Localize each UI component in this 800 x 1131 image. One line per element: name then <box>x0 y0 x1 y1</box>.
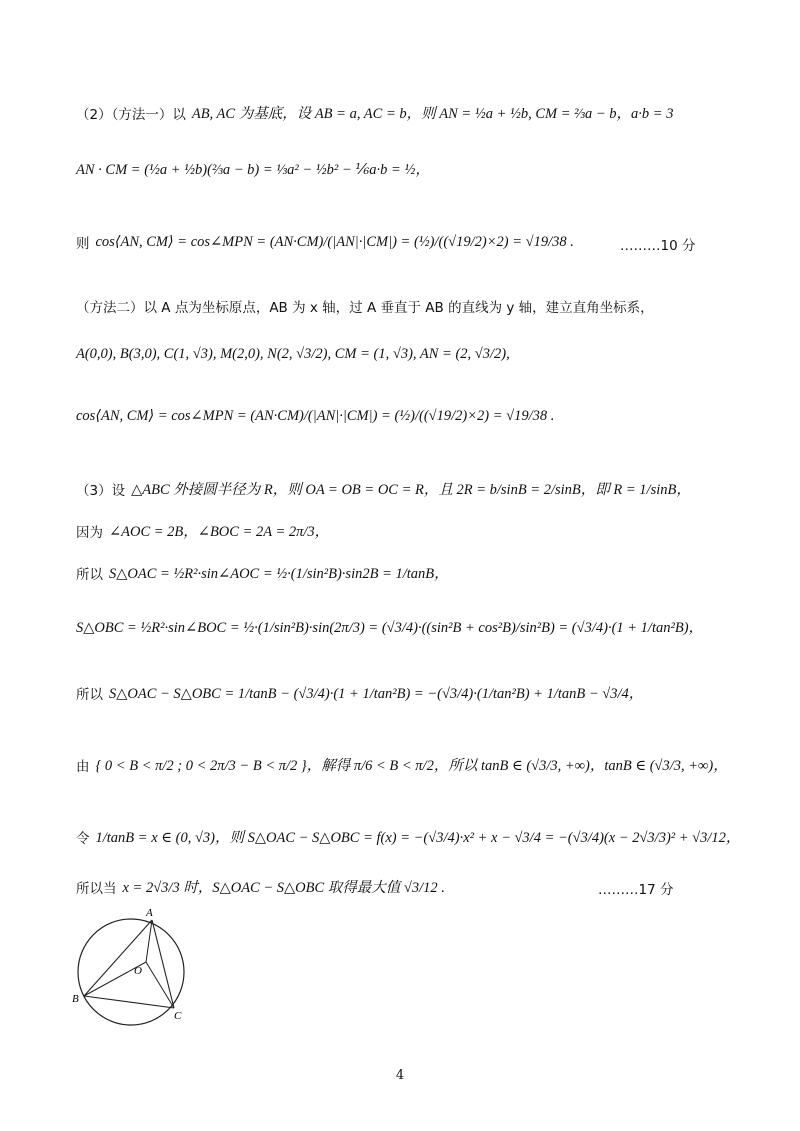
line-math: ∠AOC = 2B，∠BOC = 2A = 2π/3， <box>109 524 330 540</box>
score-mark-10: ………10 分 <box>620 238 696 254</box>
line-cn-text: 令 <box>76 830 90 847</box>
line-cosine-method2 <box>76 408 554 425</box>
line-math: S△OAC = ½R²·sin∠AOC = ½·(1/sin²B)·sin2B = 1/tanB， <box>109 566 449 582</box>
line-cn-text: 所以 <box>76 566 103 583</box>
line-maximum <box>76 876 445 897</box>
page-number: 4 <box>395 1068 405 1083</box>
line-cn-text: （方法二）以 A 点为坐标原点，AB 为 x 轴，过 A 垂直于 AB 的直线为 y 轴，建立直角坐标系， <box>76 300 654 316</box>
line-math: cos⟨AN, CM⟩ = cos∠MPN = (AN·CM)/(|AN|·|CM|) = (½)/((√19/2)×2) = √19/38 . <box>76 408 555 424</box>
line-area-oac <box>76 562 449 583</box>
line-math: AN · CM = (½a + ½b)(⅔a − b) = ⅓a² − ½b² − ⅙a·b = ½， <box>76 162 430 178</box>
line-area-difference <box>76 682 643 703</box>
line-dot-product <box>76 158 430 179</box>
line-math: S△OBC = ½R²·sin∠BOC = ½·(1/sin²B)·sin(2π/3) = (√3/4)·((sin²B + cos²B)/sin²B) = (√3/4)·(1 + 1/tan²B)， <box>76 620 704 636</box>
label-a: A <box>146 907 153 919</box>
side-ab <box>84 920 152 996</box>
line-math: △ABC 外接圆半径为 R，则 OA = OB = OC = R，且 2R = b/sinB = 2/sinB，即 R = 1/sinB， <box>131 482 691 498</box>
line-math: { 0 < B < π/2 ; 0 < 2π/3 − B < π/2 }，解得 π/6 < B < π/2，所以 tanB ∈ (√3/3, +∞)，tanB ∈ (√3/3, +∞)， <box>95 758 728 774</box>
line-central-angles <box>76 520 329 541</box>
line-math: 1/tanB = x ∈ (0, √3)，则 S△OAC − S△OBC = f(x) = −(√3/4)·x² + x − √3/4 = −(√3/4)(x − 2√3/3)² + √3/12， <box>95 830 741 846</box>
line-math: AB, AC 为基底，设 AB = a, AC = b，则 AN = ½a + ½b, CM = ⅔a − b，a·b = 3 <box>191 106 674 122</box>
line-coordinates <box>76 346 510 363</box>
line-math: x = 2√3/3 时，S△OAC − S△OBC 取得最大值 √3/12 . <box>122 880 445 896</box>
score-mark-17: ………17 分 <box>598 882 674 898</box>
line-area-obc <box>76 616 703 637</box>
label-b: B <box>72 993 79 1005</box>
circumcircle <box>78 919 184 1025</box>
line-cosine-method1 <box>76 232 574 252</box>
circumcircle-figure <box>66 905 196 1035</box>
line-cn-text: （3）设 <box>76 482 126 499</box>
line-circumradius <box>76 478 691 499</box>
radius-oc <box>146 962 174 1008</box>
line-math: cos⟨AN, CM⟩ = cos∠MPN = (AN·CM)/(|AN|·|CM|) = (½)/((√19/2)×2) = √19/38 . <box>95 233 574 250</box>
line-math: S△OAC − S△OBC = 1/tanB − (√3/4)·(1 + 1/tan²B) = −(√3/4)·(1/tan²B) + 1/tanB − √3/4， <box>109 686 644 702</box>
label-c: C <box>174 1010 182 1022</box>
side-bc <box>84 996 174 1008</box>
line-angle-range <box>76 754 728 775</box>
line-substitution <box>76 826 740 847</box>
line-cn-text: （2）（方法一）以 <box>76 106 186 123</box>
line-cn-text: 所以 <box>76 686 103 703</box>
line-cn-text: 由 <box>76 758 90 775</box>
line-method1-setup <box>76 102 673 123</box>
line-cn-text: 因为 <box>76 524 103 541</box>
line-cn-text: 则 <box>76 236 90 252</box>
line-method2-intro <box>76 296 654 316</box>
line-math: A(0,0), B(3,0), C(1, √3), M(2,0), N(2, √3/2), CM = (1, √3), AN = (2, √3/2), <box>76 346 510 362</box>
label-o: O <box>134 965 142 977</box>
line-cn-text: 所以当 <box>76 880 117 897</box>
side-ac <box>152 920 174 1008</box>
